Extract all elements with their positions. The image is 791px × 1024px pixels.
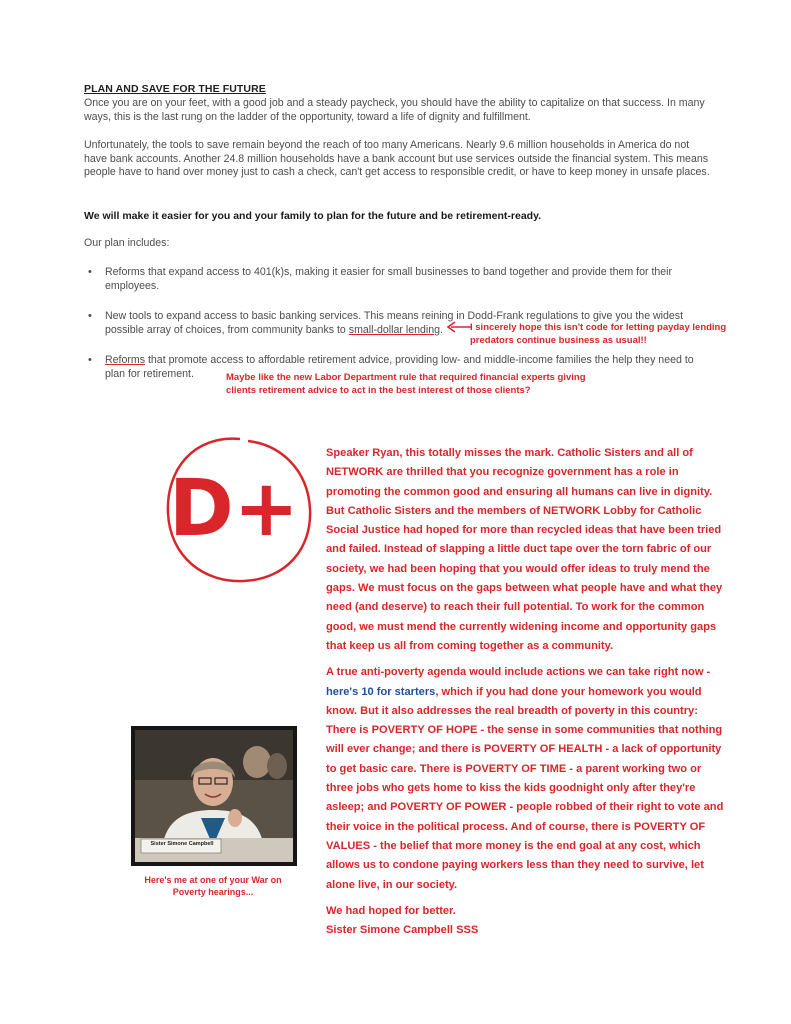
arrow-icon [443,318,473,334]
section-heading: PLAN AND SAVE FOR THE FUTURE [84,83,266,95]
lending-note: I sincerely hope this isn't code for letting payday lending predators continue business as usual!! [470,322,727,346]
reforms-underlined: Reforms [105,354,146,366]
reforms-note: Maybe like the new Labor Department rule that required financial experts giving clients retirement advice to act in the best interest of those clients? [226,372,586,396]
commentary [326,444,726,940]
bullet-retirement-text: that promote access to affordable retirement advice, providing low- and middle-income families the help they need to plan for retirement. [105,354,694,380]
bullet-banking-text: New tools to expand access to basic banking services. This means reining in Dodd-Frank regulations to give you the widest possible array of choices, from community banks to [105,310,684,336]
plan-statement: We will make it easier for you and your family to plan for the future and be retirement-ready. [84,210,542,222]
photo-nameplate: Sister Simone Campbell [150,841,214,847]
photo-caption: Here's me at one of your War on Poverty hearings... [144,875,282,897]
grade-circle [152,425,322,595]
bullet-marker: • [88,354,92,366]
closing-line: We had hoped for better. [326,904,456,917]
bullet-401k: Reforms that expand access to 401(k)s, making it easier for small businesses to band together and provide them for their employees. [105,266,673,292]
commentary-text-cont: , which if you had done your homework you would know. But it also addresses the real breadth of poverty in this country: There is POVERTY OF HOPE - the sense in some communities that nothing will ever change; and there is POVERTY OF HEALTH - a lack of opportunity to get basic care. There is POVERTY OF TIME - a parent working two or three jobs who gets home to kiss the kids goodnight only after they're asleep; and POVERTY OF POWER - people robbed of their right to vote and their voice in the political process. And of course, there is POVERTY OF VALUES - the belief that more money is the end goal at any cost, which allows us to condone paying workers less than they need to survive, let alone live, in our society. [326,685,724,891]
bullet-marker: • [88,266,92,278]
intro-paragraph: Once you are on your feet, with a good job and a steady paycheck, you should have the ability to capitalize on that success. In many ways, this is the last rung on the ladder of the opportunity, toward a life of dignity and fulfillment. [84,97,705,123]
commentary-text: A true anti-poverty agenda would include actions we can take right now - [326,666,711,679]
plan-intro: Our plan includes: [84,237,170,249]
starters-link[interactable]: here's 10 for starters [326,685,436,698]
hearing-photo [131,726,297,866]
bullet-marker: • [88,310,92,322]
bullet-banking-end: . [440,323,443,336]
signature: Sister Simone Campbell SSS [326,924,479,937]
small-dollar-lending-underlined: small-dollar lending [348,323,441,336]
commentary-paragraph-1: Speaker Ryan, this totally misses the mark. Catholic Sisters and all of NETWORK are thrilled that you recognize government has a role in promoting the common good and ensuring all humans can live in dignity. But Catholic Sisters and the members of NETWORK Lobby for Catholic Social Justice had hoped for more than recycled ideas that have been tried and failed. Instead of slapping a little duct tape over the torn fabric of our society, we had been hoping that you would offer ideas to truly mend the gaps. We must focus on the gaps between what people have and what they need (and deserve) to reach their full potential. To work for the common good, we must mend the currently widening income and opportunity gaps that keep us all from coming together as a community. [326,447,723,652]
commentary-paragraph-2 [326,663,726,895]
grade-text: D+ [168,464,300,554]
savings-paragraph: Unfortunately, the tools to save remain beyond the reach of too many Americans. Nearly 9.6 million households in America do not have bank accounts. Another 24.8 million households have a bank account but use services outside the financial system. This means people have to hand over money just to cash a check, can't get access to responsible credit, or have to keep money in unsafe places. [84,139,710,178]
